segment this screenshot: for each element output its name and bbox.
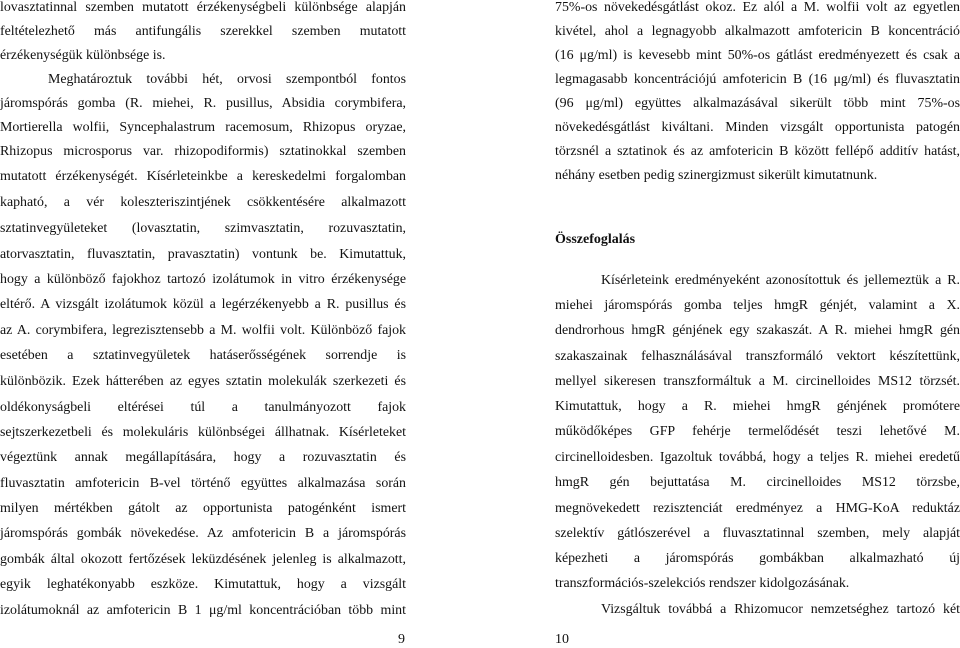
text-line: feltételezhető más antifungális szerekkel szemben mutatott: [0, 24, 406, 39]
text-line: járomspórás gombák növekedése. Az amfotericin B a járomspórás: [0, 526, 406, 541]
text-line: milyen mértékben gátolt az opportunista patogénként ismert: [0, 501, 406, 516]
text-line: gombák által okozott fertőzések leküzdésének jelenleg is alkalmazott,: [0, 552, 406, 567]
text-line: az A. corymbifera, legrezisztensebb a M. wolfii volt. Különböző fajok: [0, 323, 406, 338]
text-line: kapható, a vér koleszteriszintjének csökkentésére alkalmazott: [0, 195, 406, 210]
text-line: lovasztatinnal szemben mutatott érzékenységbeli különbsége alapján: [0, 0, 406, 15]
text-line: fluvasztatin amfotericin B-vel történő együttes alkalmazása során: [0, 476, 406, 491]
section-heading: Összefoglalás: [555, 232, 636, 247]
text-line: 75%-os növekedésgátlást okoz. Ez alól a M. wolfii volt az egyetlen: [555, 0, 960, 15]
text-line: Vizsgáltuk továbbá a Rhizomucor nemzetséghez tartozó két: [601, 602, 960, 617]
text-line: törzsnél a sztatinok és az amfotericin B között fellépő additív hatást,: [555, 144, 960, 159]
text-line: megnövekedett rezisztenciát eredményez a HMG-KoA reduktáz: [555, 501, 960, 516]
text-line: sejtszerkezetbeli és molekuláris különbségei állhatnak. Kísérleteket: [0, 425, 406, 440]
text-line: circinelloidesben. Igazoltuk továbbá, hogy a teljes R. miehei eredetű: [555, 450, 960, 465]
text-line: esetében a sztatinvegyületek hatáserősségének sorrendje is: [0, 348, 406, 363]
text-line: egyik leghatékonyabb eszköze. Kimutattuk, hogy a vizsgált: [0, 577, 406, 592]
text-line: néhány esetben pedig szinergizmust sikerült kimutatnunk.: [555, 168, 878, 183]
text-line: növekedésgátlást kiváltani. Minden vizsgált opportunista patogén: [555, 120, 960, 135]
text-line: hmgR gén bejuttatása M. circinelloides MS12 törzsbe,: [555, 475, 960, 490]
text-line: izolátumoknál az amfotericin B 1 μg/ml koncentrációban több mint: [0, 603, 406, 618]
text-line: járomspórás gomba (R. miehei, R. pusillus, Absidia corymbifera,: [0, 96, 406, 111]
text-line: Rhizopus microsporus var. rhizopodiformis) sztatinokkal szemben: [0, 144, 406, 159]
text-line: Meghatároztuk további hét, orvosi szempontból fontos: [48, 72, 406, 87]
text-line: szakaszainak felhasználásával transzformáló vektort készítettünk,: [555, 349, 960, 364]
text-line: dendrorhous hmgR génjének egy szakaszát. A R. miehei hmgR gén: [555, 323, 960, 338]
text-line: érzékenységük különbsége is.: [0, 48, 166, 63]
text-line: (96 μg/ml) együttes alkalmazásával sikerült több mint 75%-os: [555, 96, 960, 111]
text-line: képezheti a járomspórás gombákban alkalmazható új: [555, 551, 960, 566]
text-line: kivétel, ahol a legnagyobb alkalmazott amfotericin B koncentráció: [555, 24, 960, 39]
text-line: miehei járomspórás gomba teljes hmgR génjét, valamint a X.: [555, 298, 960, 313]
text-line: szelektív gátlószerével a fluvasztatinnal szemben, mely alapját: [555, 526, 960, 541]
text-line: sztatinvegyületeket (lovasztatin, szimvasztatin, rozuvasztatin,: [0, 221, 406, 236]
text-line: legmagasabb koncentrációjú amfotericin B (16 μg/ml) és fluvasztatin: [555, 72, 960, 87]
text-line: oldékonyságbeli eltérései túl a tanulmányozott fajok: [0, 400, 406, 415]
text-line: különbözik. Ezek hátterében az egyes sztatin molekulák szerkezeti és: [0, 374, 406, 389]
text-line: transzformációs-szelekciós rendszer kidolgozásának.: [555, 576, 850, 591]
text-line: Mortierella wolfii, Syncephalastrum racemosum, Rhizopus oryzae,: [0, 120, 406, 135]
text-line: mutatott érzékenységét. Kísérleteinkbe a kereskedelmi forgalomban: [0, 169, 406, 184]
text-line: eltérő. A vizsgált izolátumok közül a legérzékenyebb a R. pusillus és: [0, 297, 406, 312]
text-line: végeztünk annak megállapítására, hogy a rozuvasztatin és: [0, 450, 406, 465]
text-line: hogy a különböző fajokhoz tartozó izolátumok in vitro érzékenysége: [0, 272, 406, 287]
left-page-number: 9: [398, 632, 405, 647]
text-line: Kimutattuk, hogy a R. miehei hmgR génjének promótere: [555, 399, 960, 414]
text-line: működőképes GFP fehérje termelődését teszi lehetővé M.: [555, 424, 960, 439]
text-line: atorvasztatin, fluvasztatin, pravasztatin) vontunk be. Kimutattuk,: [0, 247, 406, 262]
right-page-number: 10: [555, 632, 569, 647]
text-line: mellyel sikeresen transzformáltuk a M. circinelloides MS12 törzsét.: [555, 374, 960, 389]
text-line: Kísérleteink eredményeként azonosítottuk és jellemeztük a R.: [601, 273, 960, 288]
text-line: (16 μg/ml) is kevesebb mint 50%-os gátlást eredményezett és csak a: [555, 48, 960, 63]
